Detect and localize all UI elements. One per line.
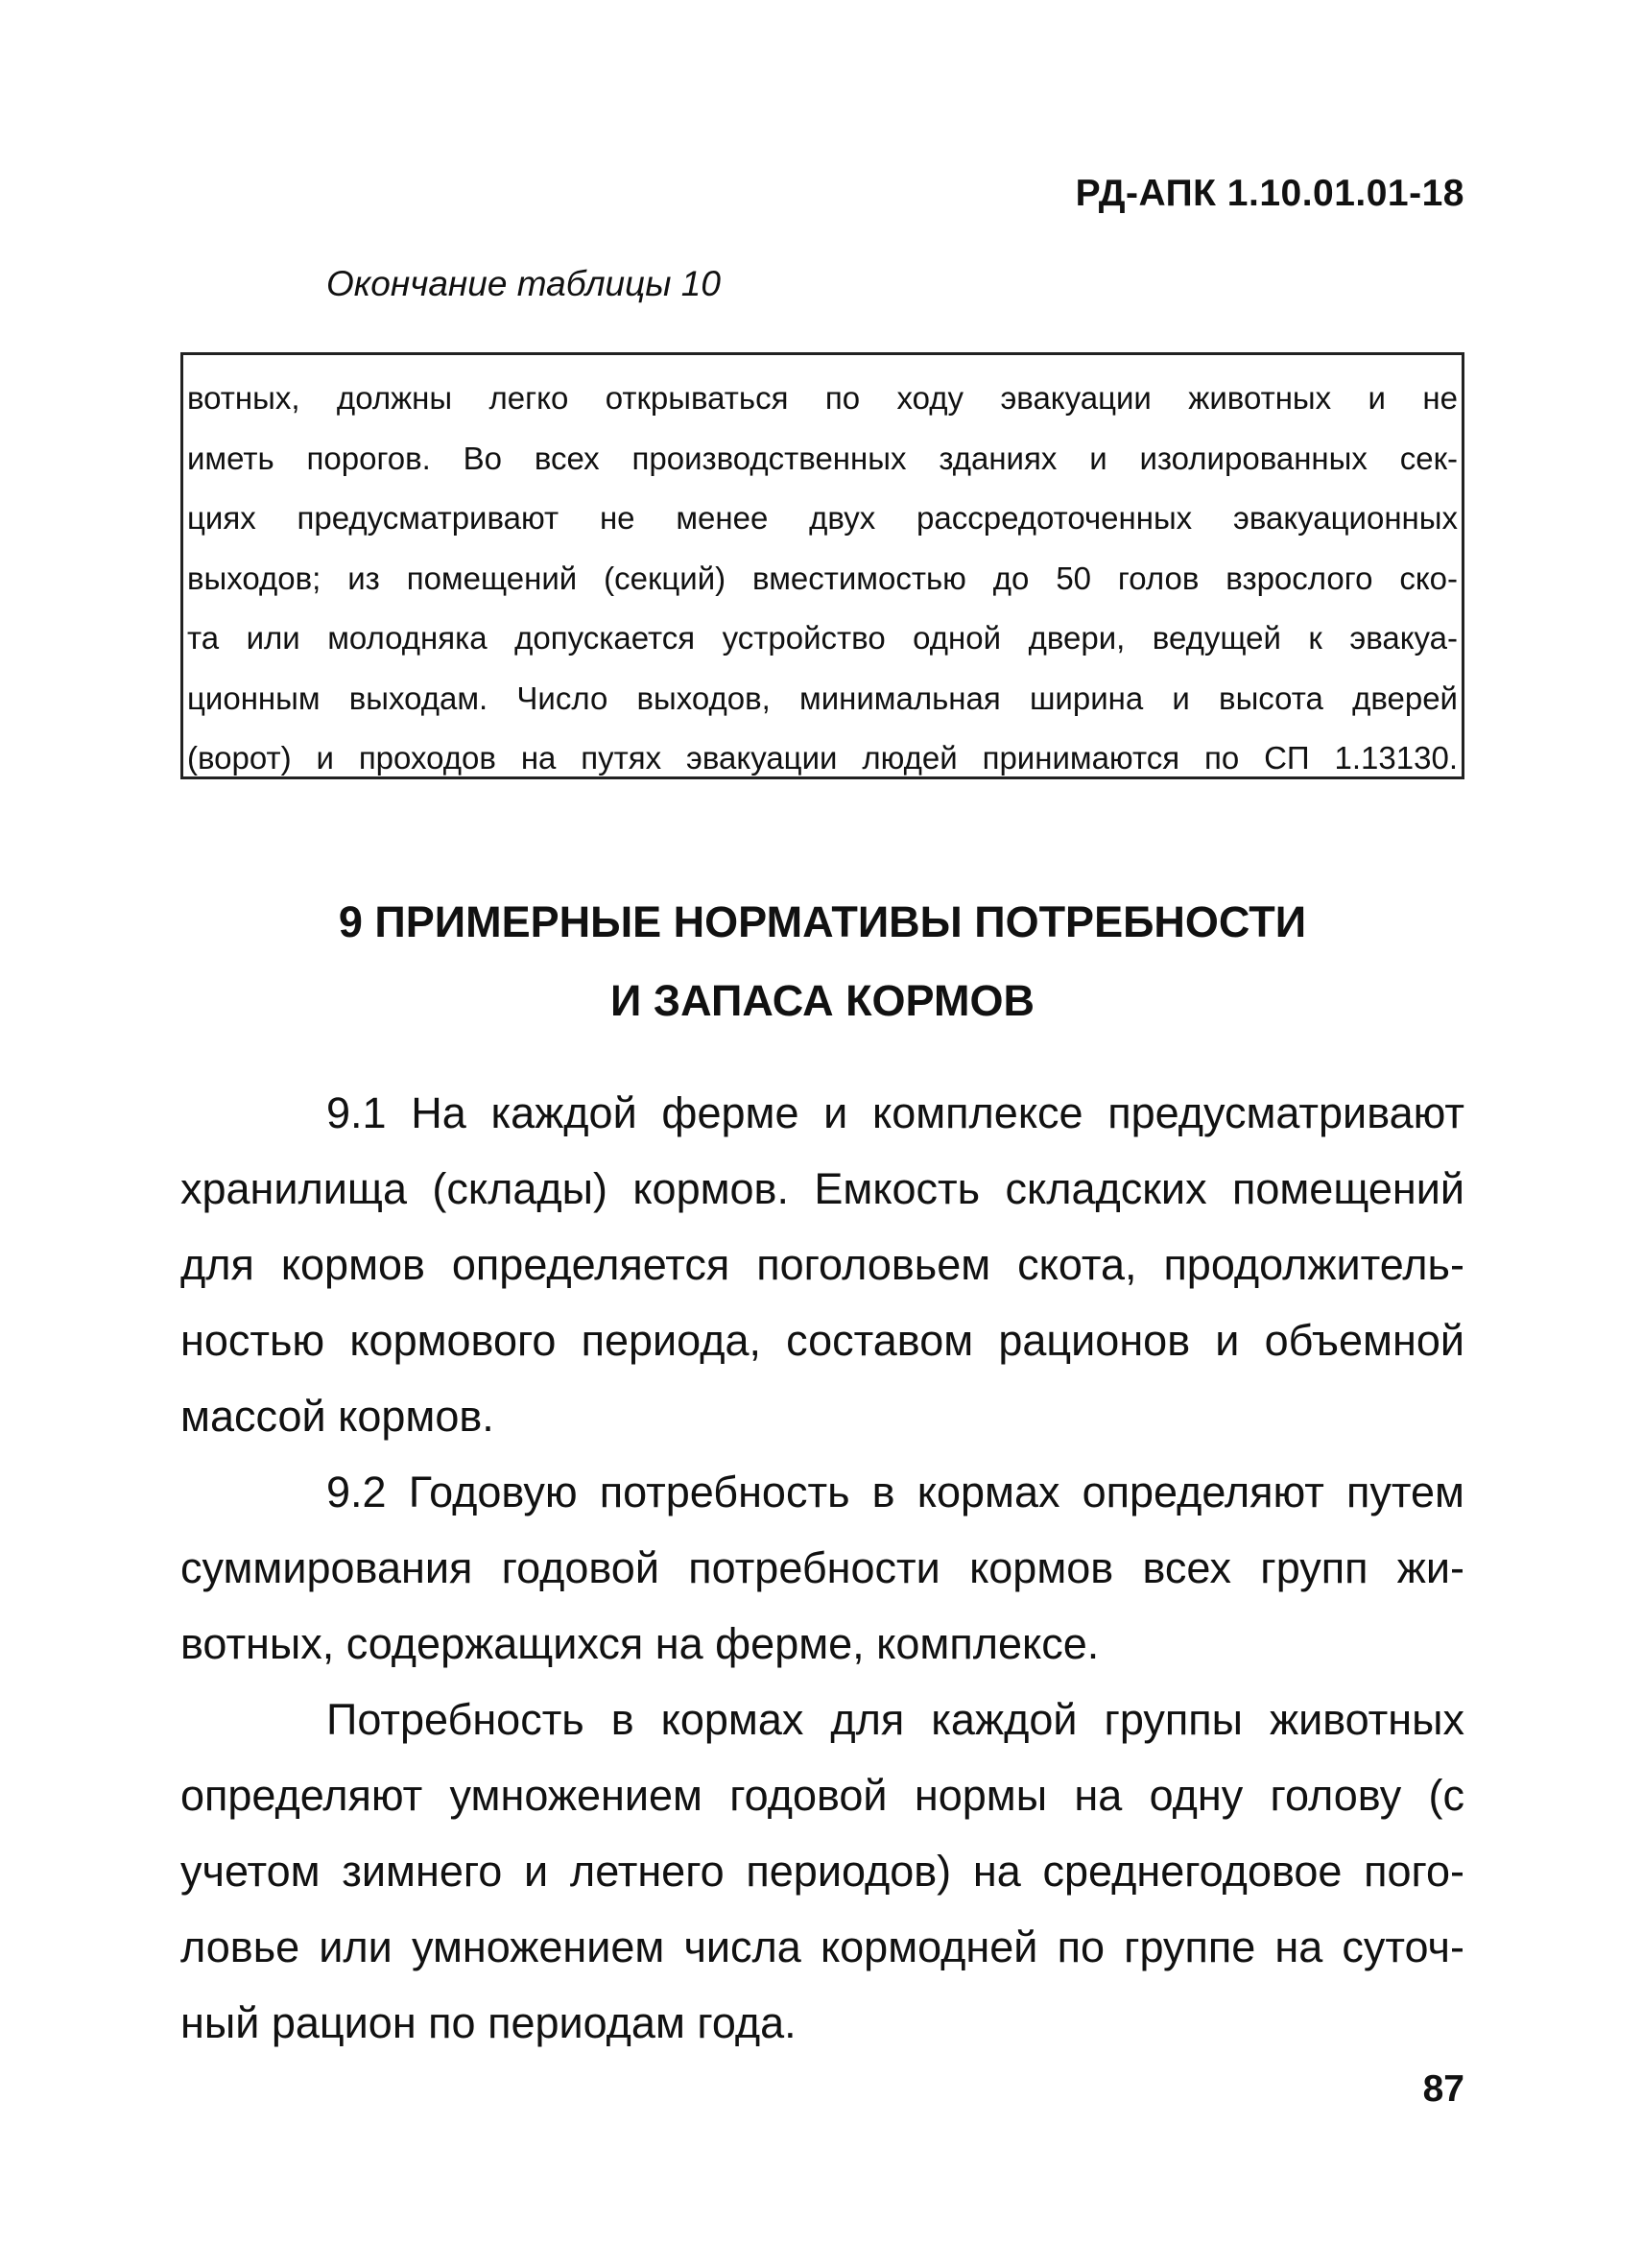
table-text-line: вотных, должны легко открываться по ходу эвакуации животных и не bbox=[187, 380, 1458, 416]
table-cell-text bbox=[183, 369, 1462, 789]
text-line: учетом зимнего и летнего периодов) на среднегодовое пого- bbox=[180, 1847, 1464, 1896]
paragraph-9-2 bbox=[180, 1454, 1464, 1682]
section-title-continued: И ЗАПАСА КОРМОВ bbox=[610, 976, 1035, 1025]
table-text-line: циях предусматривают не менее двух рассредоточенных эвакуационных bbox=[187, 500, 1458, 536]
text-line: ловье или умножением числа кормодней по группе на суточ- bbox=[180, 1922, 1464, 1971]
table-continuation bbox=[180, 352, 1464, 779]
text-line: определяют умножением годовой нормы на одну голову (с bbox=[180, 1771, 1464, 1820]
paragraph-feed-demand bbox=[180, 1682, 1464, 2061]
text-line: для кормов определяется поголовьем скота, продолжитель- bbox=[180, 1240, 1464, 1289]
section-title: 9 ПРИМЕРНЫЕ НОРМАТИВЫ ПОТРЕБНОСТИ bbox=[338, 897, 1307, 946]
text-line: ностью кормового периода, составом рационов и объемной bbox=[180, 1316, 1464, 1365]
text-line: 9.1 На каждой ферме и комплексе предусматривают bbox=[326, 1088, 1464, 1137]
table-text-line: выходов; из помещений (секций) вместимостью до 50 голов взрослого ско- bbox=[187, 560, 1458, 596]
text-line: ный рацион по периодам года. bbox=[180, 1998, 797, 2047]
text-line: суммирования годовой потребности кормов всех групп жи- bbox=[180, 1543, 1464, 1592]
paragraph-9-1 bbox=[180, 1075, 1464, 1454]
text-line: 9.2 Годовую потребность в кормах определяют путем bbox=[326, 1468, 1464, 1516]
table-text-line: (ворот) и проходов на путях эвакуации людей принимаются по СП 1.13130. bbox=[187, 740, 1458, 776]
text-line: массой кормов. bbox=[180, 1392, 494, 1441]
page-number: 87 bbox=[1422, 2068, 1464, 2110]
document-code: РД-АПК 1.10.01.01-18 bbox=[1075, 173, 1464, 214]
text-line: вотных, содержащихся на ферме, комплексе. bbox=[180, 1619, 1100, 1668]
body-text bbox=[180, 1075, 1464, 2061]
table-text-line: иметь порогов. Во всех производственных зданиях и изолированных сек- bbox=[187, 440, 1458, 476]
table-text-line: та или молодняка допускается устройство одной двери, ведущей к эвакуа- bbox=[187, 620, 1458, 656]
table-text-line: ционным выходам. Число выходов, минимальная ширина и высота дверей bbox=[187, 680, 1458, 716]
text-line: Потребность в кормах для каждой группы животных bbox=[326, 1695, 1464, 1744]
text-line: хранилища (склады) кормов. Емкость складских помещений bbox=[180, 1164, 1464, 1213]
table-caption: Окончание таблицы 10 bbox=[326, 264, 721, 303]
